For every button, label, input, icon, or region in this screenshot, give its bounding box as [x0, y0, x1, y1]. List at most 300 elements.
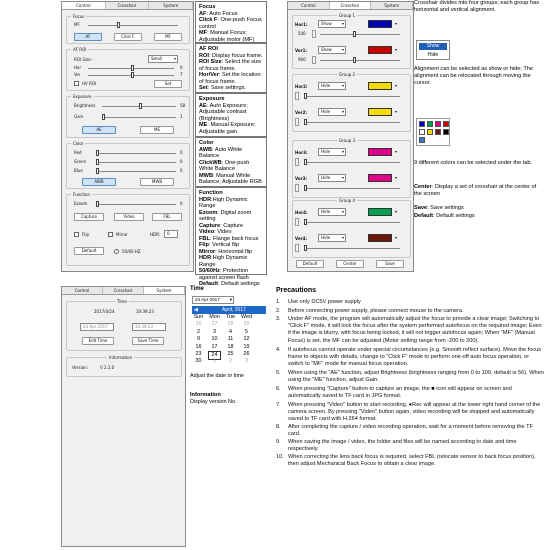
gain-label: Gain — [74, 114, 84, 119]
desc-line — [199, 122, 263, 135]
calendar-date[interactable]: 27 — [211, 321, 218, 328]
hor-slider-thumb[interactable] — [131, 65, 134, 71]
desc-term: 50/60Hz — [199, 268, 220, 274]
hdr-label: HDR: — [150, 232, 161, 237]
desc-term: Default — [199, 281, 218, 287]
desc-term: ME — [199, 122, 208, 128]
position-spinner[interactable] — [295, 244, 299, 252]
desc-heading: Function — [199, 190, 223, 196]
alignment-text: Alignment can be selected as show or hide; The alignment can be relocated through moving the cursor. — [414, 66, 533, 86]
save-time-button[interactable]: Save Time — [132, 337, 164, 345]
palette-swatch — [419, 129, 425, 135]
gain-value: 1 — [180, 114, 183, 119]
desc-text: : Display focus frame. — [208, 52, 263, 59]
brightness-slider-thumb[interactable] — [139, 103, 142, 109]
calendar-date[interactable]: 11 — [227, 336, 234, 343]
desc-term: AF — [199, 10, 207, 17]
crosshair-mode-value: Hide — [321, 175, 331, 180]
green-slider-track[interactable] — [96, 162, 176, 163]
crosshair-slider-thumb[interactable] — [353, 31, 356, 37]
desc-term: Set — [199, 85, 208, 91]
desc-term: HDR — [199, 255, 212, 261]
chevron-down-icon: ▾ — [341, 21, 344, 26]
system-desc — [188, 286, 266, 436]
desc-focus — [195, 1, 267, 43]
palette-swatch — [427, 121, 433, 127]
crosshair-group — [292, 74, 411, 132]
ae-button[interactable]: AE — [82, 126, 116, 134]
calendar-date[interactable]: 18 — [227, 343, 234, 350]
desc-term: Capture — [199, 222, 221, 229]
desc-text: : Protection against screen flash — [199, 268, 249, 281]
precaution-number: 6. — [276, 386, 281, 392]
crosshair-mode-value: Show — [321, 21, 332, 26]
calendar-date[interactable]: 10 — [211, 336, 218, 343]
version-label: Version: — [72, 365, 89, 370]
crosshair-row-label: Ver4: — [295, 236, 307, 241]
desc-text: : Manual White Balance; Adjustable RGB — [199, 172, 262, 185]
desc-text: : Video — [214, 229, 232, 235]
mf-button[interactable]: MF — [154, 33, 182, 41]
sys-time-title: Time — [190, 286, 204, 292]
desc-line — [199, 17, 263, 30]
desc-text: :High Dynamic Range — [199, 255, 248, 268]
af-button[interactable]: AF — [74, 33, 102, 41]
time-combo-value: 10:39:23 — [135, 324, 153, 329]
time-group-title: Time — [117, 299, 127, 304]
chevron-down-icon: ▾ — [229, 297, 232, 302]
show-option: Show — [419, 43, 447, 50]
system-tabs — [62, 287, 185, 295]
desc-term: Ezoom — [199, 209, 218, 216]
crosshair-mode-value: Hide — [321, 235, 331, 240]
time-combo[interactable] — [132, 323, 166, 331]
calendar-header — [192, 306, 266, 314]
precaution-item: When correcting the lens back focus is required, select FBL (relocate sensor to back focus position), then adjust Mechanical Back Focus to obtain a clear image. — [288, 454, 536, 468]
crosshair-slider-thumb[interactable] — [304, 93, 307, 99]
calendar-date[interactable]: 26 — [243, 351, 250, 357]
desc-text: : Digital zoom setting — [199, 209, 252, 222]
prev-month-icon[interactable]: ◀ — [194, 307, 198, 313]
precaution-number: 7. — [276, 402, 281, 408]
desc-text: : Auto Focus — [206, 10, 238, 17]
desc-function — [195, 187, 267, 287]
palette-swatch — [443, 121, 449, 127]
sys-date-combo-value: 24 Apr 2017 — [195, 297, 220, 302]
version-value: V 2.2.0 — [100, 365, 115, 370]
desc-text: : Manual Focus; Adjustable motor (MF) — [199, 30, 255, 43]
desc-af-roi — [195, 43, 267, 93]
crosshair-mode-dropdown[interactable] — [318, 82, 346, 90]
precaution-number: 5. — [276, 370, 281, 376]
desc-term: Click F — [199, 17, 218, 23]
calendar-date[interactable]: 12 — [243, 336, 250, 343]
precaution-item: If autofocus cannot operate under special circumstances (e.g. Smooth reflect surface). Move the focus frame to objects with details, change to "Click F" mode to perform one-off auto focus operation, or switch to "MF" mode for manual focus operation. — [288, 347, 542, 368]
crosshair-mode-dropdown[interactable] — [318, 174, 346, 182]
show-hide-dropdown — [416, 40, 450, 60]
desc-line — [199, 160, 263, 173]
focus-group-title: Focus — [73, 14, 85, 19]
chevron-down-icon[interactable]: ▾ — [395, 209, 398, 214]
crosshair-row-label: Ver1: — [295, 48, 307, 53]
desc-text: :High Dynamic Range — [199, 196, 248, 209]
date-combo-value: 24 Apr 2017 — [83, 324, 108, 329]
hor-label: Hor — [74, 65, 82, 70]
save-term: Save — [414, 205, 428, 211]
desc-term: MF — [199, 30, 208, 36]
click-focus-button[interactable]: Click F. — [114, 33, 142, 41]
mf-slider-track[interactable] — [88, 25, 178, 26]
blue-slider-thumb[interactable] — [96, 168, 99, 174]
desc-line — [199, 103, 263, 123]
desc-line — [199, 85, 263, 92]
crosshair-color-swatch[interactable] — [368, 174, 392, 182]
crosshair-color-swatch[interactable] — [368, 20, 392, 28]
crosshair-slider-thumb[interactable] — [304, 219, 307, 225]
precaution-number: 9. — [276, 439, 281, 445]
mirror-checkbox[interactable] — [108, 232, 113, 237]
hdr-dropdown[interactable] — [164, 230, 178, 238]
precaution-item: After completing the capture / video recording operation, wait for a moment before removing the TF card. — [288, 424, 533, 438]
crosshair-row-label: Hor4: — [295, 210, 308, 215]
crosshair-mode-value: Hide — [321, 209, 331, 214]
system-panel — [61, 286, 186, 547]
freq-label: 50/60 HZ — [122, 249, 141, 254]
desc-term: ROI Size — [199, 59, 222, 65]
precautions-section — [276, 287, 548, 549]
tab-system[interactable]: System — [371, 2, 413, 9]
desc-text: : Select the size of focus frame. — [199, 59, 262, 72]
crosshair-color-swatch[interactable] — [368, 46, 392, 54]
calendar-date[interactable]: 29 — [243, 321, 250, 328]
desc-text: : Vertical flip — [208, 242, 240, 248]
palette-swatch — [435, 129, 441, 135]
crosshair-color-swatch[interactable] — [368, 208, 392, 216]
desc-line — [199, 59, 263, 72]
awb-button[interactable]: AWB — [82, 178, 116, 186]
tab-system[interactable]: System — [144, 287, 185, 294]
crosshair-tabs — [288, 2, 413, 10]
position-spinner[interactable] — [295, 158, 299, 166]
crosshair-mode-dropdown[interactable] — [318, 234, 346, 242]
crosshair-row-label: Ver3: — [295, 176, 307, 181]
calendar-day-header: Sun — [193, 314, 204, 320]
crosshair-group-title: Group 1 — [339, 13, 355, 18]
precaution-number: 3. — [276, 316, 281, 322]
desc-term: ClickWB — [199, 159, 222, 166]
brightness-value: 58 — [180, 103, 186, 108]
crosshair-color-swatch[interactable] — [368, 108, 392, 116]
save-text: : Save settings — [427, 205, 464, 211]
desc-text: : Flange back focus — [209, 235, 259, 242]
desc-term: Mirror — [199, 248, 216, 255]
crosshair-panel — [287, 1, 414, 272]
capture-button[interactable]: Capture — [74, 213, 104, 221]
desc-term: Video — [199, 229, 215, 235]
desc-text: : Default settings — [217, 281, 260, 287]
calendar-date[interactable]: 25 — [227, 351, 234, 357]
tab-system[interactable]: System — [149, 2, 193, 9]
crosshair-slider-track[interactable] — [304, 222, 400, 223]
tab-control[interactable]: Control — [288, 2, 330, 9]
me-button[interactable]: ME — [140, 126, 174, 134]
position-spinner[interactable] — [295, 92, 299, 100]
crosshair-position-value: 540 — [298, 31, 306, 36]
crosshair-mode-value: Hide — [321, 109, 331, 114]
calendar-date[interactable]: 9 — [197, 336, 200, 343]
color-group-title: Color — [73, 141, 84, 146]
calendar-date[interactable]: 28 — [227, 321, 234, 328]
precaution-item: When pressing "Video" button to start recording, ●Rec will appear at the lower right hand corner of the camera screen. By pressing "Video" button again, video recording will be stopped and automatically saved to TF card with H.264 format. — [288, 402, 541, 423]
crosshair-mode-dropdown[interactable] — [318, 46, 346, 54]
chevron-down-icon: ▾ — [341, 109, 344, 114]
desc-text: : Capture — [220, 222, 244, 229]
flip-checkbox[interactable] — [74, 232, 79, 237]
mwb-button[interactable]: MWB — [140, 178, 174, 186]
crosshair-color-swatch[interactable] — [368, 148, 392, 156]
palette-swatch — [443, 129, 449, 135]
sys-info-text: Display version No. — [190, 399, 237, 405]
desc-text: : Auto Exposure; Adjustable contrast (Brightness) — [199, 102, 248, 122]
calendar-date[interactable]: 16 — [195, 343, 202, 350]
crosshair-mode-dropdown[interactable] — [318, 108, 346, 116]
precaution-number: 8. — [276, 424, 281, 430]
crosshair-mode-dropdown[interactable] — [318, 20, 346, 28]
crosshair-slider-thumb[interactable] — [304, 185, 307, 191]
desc-text: : Set the location of focus frame. — [199, 72, 261, 85]
red-slider-thumb[interactable] — [96, 150, 99, 156]
chevron-down-icon[interactable]: ▾ — [395, 175, 398, 180]
calendar-date[interactable]: 23 — [195, 351, 202, 357]
crosshair-mode-value: Hide — [321, 83, 331, 88]
red-label: Red — [74, 150, 82, 155]
desc-text: : Save settings. — [207, 85, 246, 91]
desc-text: : Auto White Balance — [199, 146, 243, 159]
crosshair-slider-track[interactable] — [304, 248, 400, 249]
desc-line — [199, 268, 263, 281]
crosshair-slider-track[interactable] — [304, 122, 400, 123]
mf-slider-thumb[interactable] — [117, 22, 120, 28]
ezoom-label: Ezoom — [74, 201, 88, 206]
precaution-item: When using the "AE" function, adjust Brightness (brightness ranging from 0 to 100, default is 56). When using the "ME" function, adjust Gain. — [288, 370, 544, 384]
calendar-day-header: Mon — [209, 314, 220, 320]
crosshair-group-title: Group 3 — [339, 138, 355, 143]
date-display: 2017/4/24 — [94, 309, 115, 314]
desc-term: ROI — [199, 52, 209, 59]
crosshair-slider-thumb[interactable] — [304, 245, 307, 251]
crosshair-group — [292, 140, 411, 198]
default-term: Default — [414, 213, 433, 219]
mirror-label: Mirror — [116, 232, 128, 237]
calendar-date[interactable]: 24 — [208, 351, 221, 360]
center-term: Center — [414, 184, 432, 190]
date-combo[interactable] — [80, 323, 114, 331]
chevron-down-icon: ▾ — [341, 235, 344, 240]
colors-text: 9 different colors can be selected under the tab. — [414, 160, 533, 166]
chevron-down-icon: ▾ — [341, 209, 344, 214]
edit-time-button[interactable]: Edit Time — [82, 337, 114, 345]
gain-slider-thumb[interactable] — [102, 114, 105, 120]
precaution-item: When pressing "Capture" button to capture an image, the ■ icon will appear on screen and automatically saved to TF card in JPG format. — [288, 386, 512, 400]
desc-line — [199, 30, 263, 43]
tab-crosshair[interactable]: Crosshair — [103, 287, 144, 294]
palette-swatch — [419, 121, 425, 127]
video-button[interactable]: Video — [114, 213, 144, 221]
crosshair-save-button[interactable]: Save — [376, 260, 404, 268]
crosshair-slider-track[interactable] — [320, 34, 400, 35]
chevron-down-icon[interactable]: ▾ — [395, 47, 398, 52]
green-label: Green — [74, 159, 87, 164]
chevron-down-icon: ▾ — [341, 47, 344, 52]
chevron-down-icon[interactable]: ▾ — [395, 21, 398, 26]
hv-roi-label: HV ROI — [82, 81, 97, 86]
freq-radio[interactable] — [114, 249, 119, 254]
calendar-day-header: Wed — [241, 314, 252, 320]
hdr-value: 0 — [167, 231, 170, 236]
brightness-label: Brightness — [74, 103, 96, 108]
calendar-date[interactable]: 30 — [195, 358, 202, 365]
precaution-item: Use only DC5V power supply — [288, 299, 361, 305]
precaution-number: 2. — [276, 308, 281, 314]
calendar-date[interactable]: 19 — [243, 343, 250, 350]
tab-crosshair[interactable]: Crosshair — [330, 2, 372, 9]
set-button[interactable]: Set — [154, 80, 182, 88]
tab-crosshair[interactable]: Crosshair — [106, 2, 150, 9]
crosshair-slider-track[interactable] — [320, 60, 400, 61]
control-tabs — [62, 2, 193, 10]
crosshair-mode-value: Hide — [321, 149, 331, 154]
desc-term: AE — [199, 102, 207, 109]
crosshair-mode-dropdown[interactable] — [318, 208, 346, 216]
crosshair-group — [292, 200, 411, 258]
desc-text: : Manual Exposure; Adjustable gain. — [199, 122, 256, 135]
precaution-item: Under AF mode, the program will automatically adjust the focus to provide a clear image; Switching to "Click F" mode, it will lock the focus after the system performed autofocus on the required image; Even if the image is blurry, with focus being locked, it will not trigger autofocus again; When "MF" (Manual Focus) is set, the MF can be adjusted (Motor setting range from -200 to 200). — [288, 316, 542, 344]
calendar-date[interactable]: 2 — [197, 328, 200, 335]
default-button[interactable]: Default — [74, 247, 104, 255]
ver-slider-thumb[interactable] — [131, 72, 134, 78]
desc-heading: Color — [199, 140, 214, 146]
crosshair-slider-track[interactable] — [304, 188, 400, 189]
default-desc — [414, 213, 544, 220]
crosshair-row-label: Ver2: — [295, 110, 307, 115]
ezoom-slider-thumb[interactable] — [96, 201, 99, 207]
desc-heading: AF ROI — [199, 46, 218, 52]
hv-roi-checkbox[interactable] — [74, 81, 79, 86]
crosshair-color-swatch[interactable] — [368, 234, 392, 242]
crosshair-group-title: Group 2 — [339, 72, 355, 77]
calendar-date[interactable]: 3 — [245, 358, 248, 365]
desc-text: : One-push White Balance — [199, 159, 250, 172]
crosshair-position-value: 960 — [298, 57, 306, 62]
gain-slider-track[interactable] — [102, 117, 176, 118]
position-spinner[interactable] — [312, 56, 316, 64]
precaution-item: When saving the image / video, the folder and files will be named according to date and time respectively. — [288, 439, 517, 453]
position-spinner[interactable] — [295, 218, 299, 226]
position-spinner[interactable] — [312, 30, 316, 38]
precaution-number: 1. — [276, 299, 281, 305]
calendar-date[interactable]: 5 — [245, 328, 248, 335]
desc-exposure — [195, 93, 267, 137]
tab-control[interactable]: Control — [62, 2, 106, 9]
desc-term: MWB — [199, 172, 213, 179]
palette-swatch — [419, 137, 425, 143]
crosshair-center-button[interactable]: Center — [336, 260, 364, 268]
sys-date-combo — [192, 296, 234, 304]
color-palette — [416, 118, 450, 146]
blue-value: 0 — [180, 168, 183, 173]
tab-control[interactable]: Control — [62, 287, 103, 294]
crosshair-color-swatch[interactable] — [368, 82, 392, 90]
calendar-date[interactable]: 3 — [213, 328, 216, 335]
crosshair-intro: Crosshair divides into four groups; each group has horizontal and vertical alignment. — [414, 0, 539, 13]
roi-size-label: ROI Size: — [74, 57, 92, 62]
time-display: 10:39:23 — [136, 309, 154, 314]
calendar-day-header: Tue — [225, 314, 236, 320]
chevron-down-icon[interactable]: ▾ — [395, 235, 398, 240]
desc-text: : Horizontal flip — [215, 248, 253, 255]
chevron-down-icon[interactable]: ▾ — [395, 109, 398, 114]
crosshair-mode-value: Show — [321, 47, 332, 52]
ver-label: Ver — [74, 72, 81, 77]
desc-text: : One-push Focus control — [199, 17, 262, 30]
calendar-date[interactable]: 1 — [213, 358, 216, 365]
crosshair-slider-thumb[interactable] — [304, 119, 307, 125]
calendar-date[interactable]: 26 — [195, 321, 202, 328]
crosshair-slider-thumb[interactable] — [304, 159, 307, 165]
ezoom-slider-track[interactable] — [96, 204, 176, 205]
crosshair-mode-dropdown[interactable] — [318, 148, 346, 156]
default-text: : Default settings — [432, 213, 475, 219]
precaution-item: Before connecting power supply, please connect mouse to the camera. — [288, 308, 464, 314]
calendar-date[interactable]: 2 — [229, 358, 232, 365]
crosshair-default-button[interactable]: Default — [296, 260, 324, 268]
af-roi-group-title: AF ROI — [73, 47, 87, 52]
green-value: 0 — [180, 159, 183, 164]
green-slider-thumb[interactable] — [96, 159, 99, 165]
ezoom-value: 0 — [180, 201, 183, 206]
desc-line — [199, 72, 263, 85]
calendar-date[interactable]: 17 — [211, 343, 218, 350]
crosshair-slider-track[interactable] — [304, 96, 400, 97]
fbl-button[interactable]: FBL — [152, 213, 182, 221]
red-value: 0 — [180, 150, 183, 155]
chevron-down-icon[interactable]: ▾ — [395, 83, 398, 88]
desc-term: Hor/Ver — [199, 72, 219, 78]
chevron-down-icon: ▾ — [341, 149, 344, 154]
calendar-date[interactable]: 4 — [229, 328, 232, 335]
roi-size-dropdown[interactable] — [148, 55, 178, 63]
function-group-title: Function — [73, 192, 91, 197]
desc-heading: Focus — [199, 4, 216, 10]
center-desc — [414, 184, 544, 198]
red-slider-track[interactable] — [96, 153, 176, 154]
hide-option: Hide — [427, 52, 439, 58]
hor-value: 0 — [180, 65, 183, 70]
crosshair-slider-track[interactable] — [304, 162, 400, 163]
position-spinner[interactable] — [295, 118, 299, 126]
chevron-down-icon[interactable]: ▾ — [395, 149, 398, 154]
crosshair-desc — [414, 0, 548, 275]
information-group-title: Information — [109, 355, 133, 360]
crosshair-slider-thumb[interactable] — [353, 57, 356, 63]
desc-term: AWB — [199, 146, 213, 153]
blue-slider-track[interactable] — [96, 171, 176, 172]
position-spinner[interactable] — [295, 184, 299, 192]
precaution-number: 4. — [276, 347, 281, 353]
control-panel — [61, 1, 194, 272]
roi-size-value: Small — [151, 56, 163, 61]
desc-line — [199, 197, 263, 210]
